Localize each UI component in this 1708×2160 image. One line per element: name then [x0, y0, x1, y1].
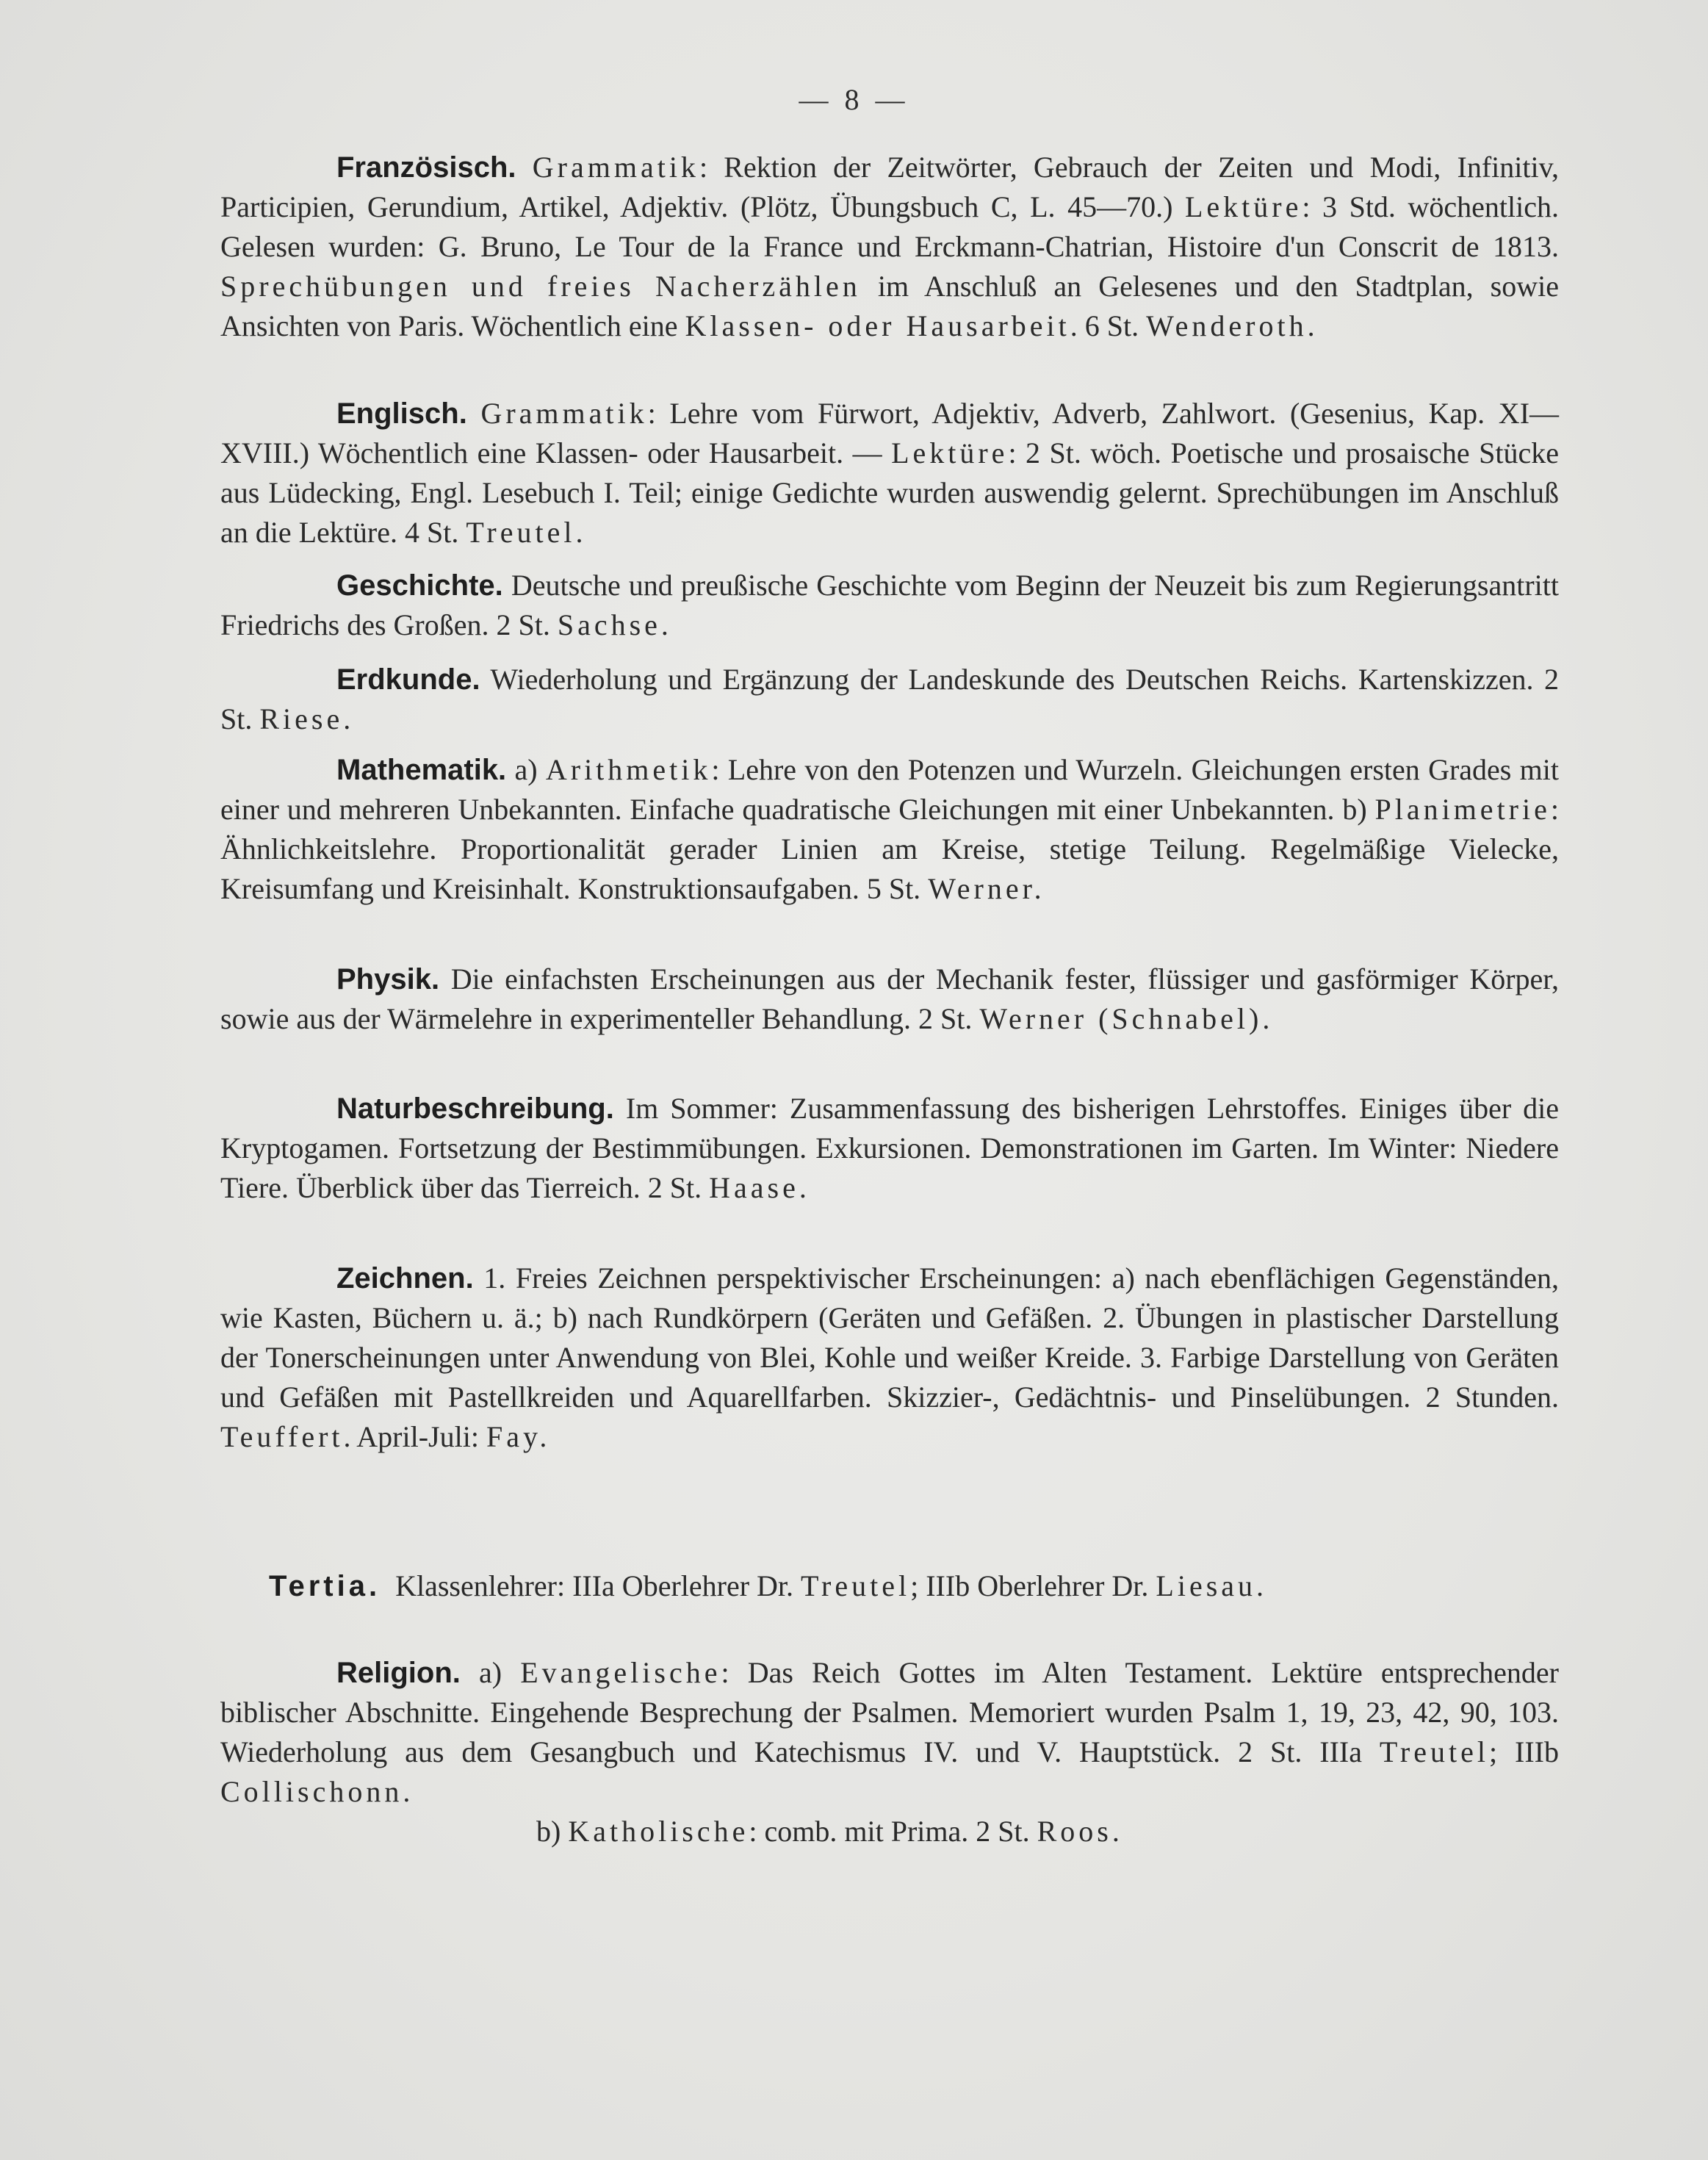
paragraph: Religion. a) Evangelische: Das Reich Gottes im Alten Testament. Lektüre entsprechender biblischer Abschnitte. Eingehende Besprechung der Psalmen. Memoriert wurden Psalm 1, 19, 23, 42, 90, 103. Wiederholung aus dem Gesangbuch und Katechismus IV. und V. Hauptstück. 2 St. IIIa Treutel; IIIb Collischonn.	[220, 1656, 1560, 1808]
section-naturbeschreibung	[220, 1089, 1559, 1208]
paragraph: b) Katholische: comb. mit Prima. 2 St. Roos.	[536, 1815, 1123, 1848]
paragraph: Physik. Die einfachsten Erscheinungen aus der Mechanik fester, flüssiger und gasförmiger Körper, sowie aus der Wärmelehre in experimenteller Behandlung. 2 St. Werner (Schnabel).	[220, 962, 1560, 1035]
section-heading: Geschichte.	[336, 569, 503, 602]
paragraph: Mathematik. a) Arithmetik: Lehre von den Potenzen und Wurzeln. Gleichungen ersten Grades mit einer und mehreren Unbekannten. Einfache quadratische Gleichungen mit einer Unbekannten. b) Planimetrie: Ähnlichkeitslehre. Proportionalität gerader Linien am Kreise, stetige Teilung. Regelmäßige Vielecke, Kreisumfang und Kreisinhalt. Konstruktionsaufgaben. 5 St. Werner.	[220, 753, 1560, 905]
paragraph: Französisch. Grammatik: Rektion der Zeitwörter, Gebrauch der Zeiten und Modi, Infinitiv, Participien, Gerundium, Artikel, Adjektiv. (Plötz, Übungsbuch C, L. 45—70.) Lektüre: 3 Std. wöchentlich. Gelesen wurden: G. Bruno, Le Tour de la France und Erckmann-Chatrian, Histoire d'un Conscrit de 1813. Sprechübungen und freies Nacherzählen im Anschluß an Gelesenes und den Stadtplan, sowie Ansichten von Paris. Wöchentlich eine Klassen- oder Hausarbeit. 6 St. Wenderoth.	[220, 151, 1560, 342]
section-mathematik	[220, 750, 1559, 909]
section-heading: Erdkunde.	[336, 663, 480, 696]
section-physik	[220, 960, 1559, 1039]
page-number: — 8 —	[799, 83, 909, 116]
section-zeichnen	[220, 1259, 1559, 1457]
section-heading: Französisch.	[336, 151, 516, 184]
paragraph: Zeichnen. 1. Freies Zeichnen perspektivischer Erscheinungen: a) nach ebenflächigen Gegenständen, wie Kasten, Büchern u. ä.; b) nach Rundkörpern (Geräten und Gefäßen. 2. Übungen in plastischer Darstellung der Tonerscheinungen unter Anwendung von Blei, Kohle und weißer Kreide. 3. Farbige Darstellung von Geräten und Gefäßen mit Pastellkreiden und Aquarellfarben. Skizzier-, Gedächtnis- und Pinselübungen. 2 Stunden. Teuffert. April-Juli: Fay.	[220, 1261, 1559, 1453]
class-title: Tertia.	[269, 1570, 381, 1602]
paragraph: Tertia. Klassenlehrer: IIIa Oberlehrer Dr. Treutel; IIIb Oberlehrer Dr. Liesau.	[269, 1569, 1268, 1602]
class-header	[269, 1566, 1562, 1606]
section-erdkunde	[220, 660, 1559, 739]
paragraph: Englisch. Grammatik: Lehre vom Fürwort, Adjektiv, Adverb, Zahlwort. (Gesenius, Kap. XI—XVIII.) Wöchentlich eine Klassen- oder Hausarbeit. — Lektüre: 2 St. wöch. Poetische und prosaische Stücke aus Lüdecking, Engl. Lesebuch I. Teil; einige Gedichte wurden auswendig gelernt. Sprechübungen im Anschluß an die Lektüre. 4 St. Treutel.	[220, 397, 1560, 549]
section-heading: Englisch.	[336, 397, 467, 430]
section-geschichte	[220, 566, 1559, 645]
section-englisch	[220, 394, 1559, 552]
section-heading: Religion.	[336, 1657, 461, 1689]
section-heading: Zeichnen.	[336, 1262, 474, 1295]
paragraph: Geschichte. Deutsche und preußische Geschichte vom Beginn der Neuzeit bis zum Regierungsantritt Friedrichs des Großen. 2 St. Sachse.	[220, 569, 1560, 641]
section-heading: Naturbeschreibung.	[336, 1092, 614, 1125]
section-heading: Physik.	[336, 963, 440, 996]
section-religion	[220, 1653, 1559, 1851]
section-franzoesisch	[220, 148, 1559, 346]
paragraph: Naturbeschreibung. Im Sommer: Zusammenfassung des bisherigen Lehrstoffes. Einiges über die Kryptogamen. Fortsetzung der Bestimmübungen. Exkursionen. Demonstrationen im Garten. Im Winter: Niedere Tiere. Überblick über das Tierreich. 2 St. Haase.	[220, 1092, 1559, 1204]
paragraph: Erdkunde. Wiederholung und Ergänzung der Landeskunde des Deutschen Reichs. Kartenskizzen. 2 St. Riese.	[220, 663, 1559, 735]
section-heading: Mathematik.	[336, 754, 507, 786]
